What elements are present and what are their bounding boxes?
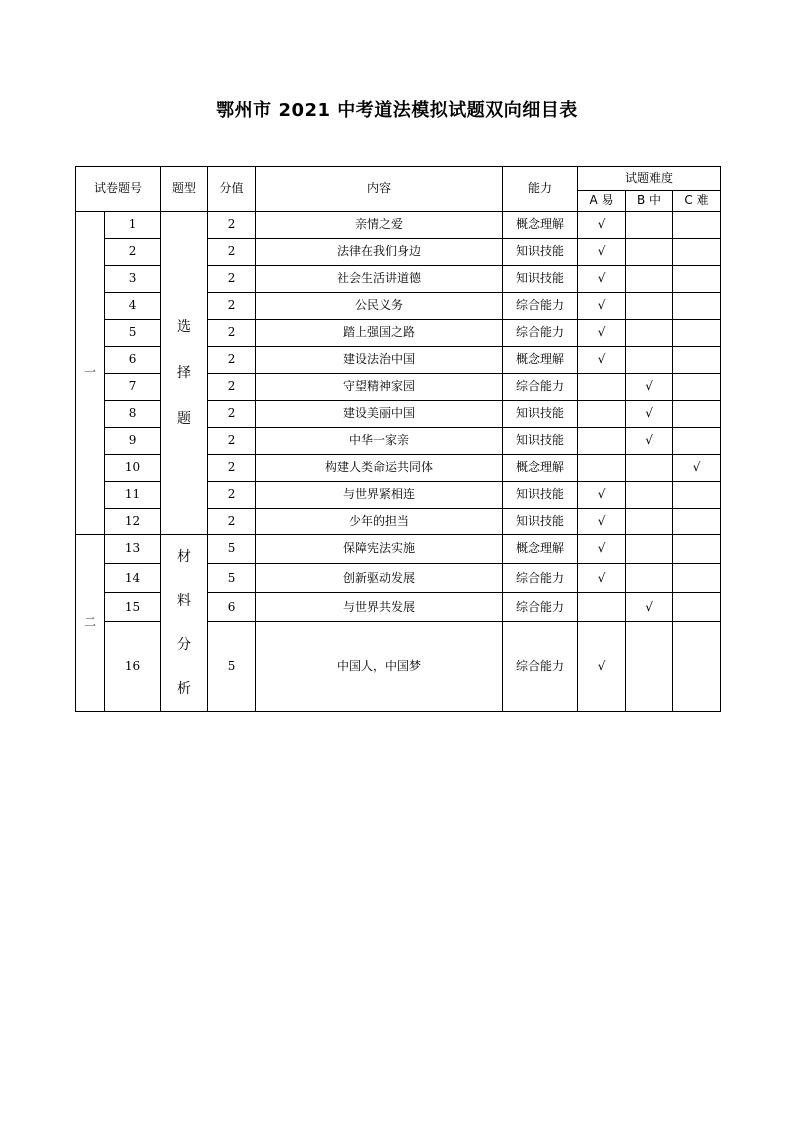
question-type-label: 材料分析 xyxy=(177,549,192,697)
question-score: 2 xyxy=(208,293,256,320)
question-score: 2 xyxy=(208,428,256,455)
question-score: 5 xyxy=(208,564,256,593)
question-ability: 知识技能 xyxy=(503,428,578,455)
difficulty-a-mark xyxy=(578,428,626,455)
question-ability: 综合能力 xyxy=(503,320,578,347)
difficulty-c-mark xyxy=(673,212,721,239)
difficulty-b-mark xyxy=(626,212,673,239)
difficulty-a-mark xyxy=(578,401,626,428)
question-score: 5 xyxy=(208,622,256,712)
question-number: 14 xyxy=(105,564,161,593)
question-number: 4 xyxy=(105,293,161,320)
difficulty-a-mark: √ xyxy=(578,564,626,593)
section-one: 一 xyxy=(76,212,105,535)
difficulty-c-mark xyxy=(673,293,721,320)
difficulty-b-mark xyxy=(626,293,673,320)
question-number: 12 xyxy=(105,509,161,535)
question-content: 亲情之爱 xyxy=(256,212,503,239)
question-number: 7 xyxy=(105,374,161,401)
difficulty-c-mark xyxy=(673,428,721,455)
question-content: 中国人，中国梦 xyxy=(256,622,503,712)
question-content: 踏上强国之路 xyxy=(256,320,503,347)
difficulty-a-mark: √ xyxy=(578,622,626,712)
difficulty-c-mark xyxy=(673,401,721,428)
question-score: 6 xyxy=(208,593,256,622)
question-number: 3 xyxy=(105,266,161,293)
difficulty-c-mark xyxy=(673,535,721,564)
difficulty-a-mark: √ xyxy=(578,482,626,509)
page-title: 鄂州市 2021 中考道法模拟试题双向细目表 xyxy=(216,100,578,121)
header-content: 内容 xyxy=(256,167,503,212)
difficulty-a-mark xyxy=(578,374,626,401)
question-number: 10 xyxy=(105,455,161,482)
difficulty-c-mark xyxy=(673,347,721,374)
question-number: 2 xyxy=(105,239,161,266)
difficulty-b-mark: √ xyxy=(626,374,673,401)
question-number: 6 xyxy=(105,347,161,374)
question-number: 9 xyxy=(105,428,161,455)
question-type-material xyxy=(161,535,208,712)
difficulty-b-mark xyxy=(626,320,673,347)
header-paper-no: 试卷题号 xyxy=(76,167,161,212)
question-ability: 概念理解 xyxy=(503,455,578,482)
question-content: 保障宪法实施 xyxy=(256,535,503,564)
difficulty-c-mark xyxy=(673,320,721,347)
question-ability: 综合能力 xyxy=(503,564,578,593)
question-content: 少年的担当 xyxy=(256,509,503,535)
difficulty-b-mark xyxy=(626,509,673,535)
difficulty-b-mark xyxy=(626,455,673,482)
difficulty-c-mark xyxy=(673,482,721,509)
question-number: 16 xyxy=(105,622,161,712)
header-ability: 能力 xyxy=(503,167,578,212)
difficulty-b-mark xyxy=(626,482,673,509)
difficulty-a-mark: √ xyxy=(578,266,626,293)
question-content: 社会生活讲道德 xyxy=(256,266,503,293)
question-score: 2 xyxy=(208,401,256,428)
difficulty-a-mark: √ xyxy=(578,212,626,239)
question-score: 2 xyxy=(208,320,256,347)
question-score: 2 xyxy=(208,239,256,266)
difficulty-a-mark: √ xyxy=(578,535,626,564)
question-score: 2 xyxy=(208,266,256,293)
question-ability: 概念理解 xyxy=(503,212,578,239)
question-ability: 知识技能 xyxy=(503,509,578,535)
table-row xyxy=(76,535,721,564)
difficulty-b-mark xyxy=(626,535,673,564)
question-number: 11 xyxy=(105,482,161,509)
spec-table xyxy=(75,166,721,712)
header-level-a: A 易 xyxy=(578,191,626,212)
question-type-label: 选择题 xyxy=(177,319,192,427)
difficulty-b-mark xyxy=(626,347,673,374)
question-content: 中华一家亲 xyxy=(256,428,503,455)
question-score: 5 xyxy=(208,535,256,564)
difficulty-a-mark xyxy=(578,455,626,482)
question-ability: 知识技能 xyxy=(503,239,578,266)
header-difficulty: 试题难度 xyxy=(578,167,721,191)
question-number: 5 xyxy=(105,320,161,347)
question-score: 2 xyxy=(208,347,256,374)
question-ability: 综合能力 xyxy=(503,374,578,401)
difficulty-b-mark xyxy=(626,622,673,712)
question-number: 13 xyxy=(105,535,161,564)
difficulty-c-mark xyxy=(673,564,721,593)
question-content: 建设美丽中国 xyxy=(256,401,503,428)
difficulty-a-mark xyxy=(578,593,626,622)
difficulty-c-mark xyxy=(673,509,721,535)
header-score: 分值 xyxy=(208,167,256,212)
table-row xyxy=(76,212,721,239)
header-type: 题型 xyxy=(161,167,208,212)
question-content: 法律在我们身边 xyxy=(256,239,503,266)
difficulty-c-mark xyxy=(673,374,721,401)
question-content: 与世界共发展 xyxy=(256,593,503,622)
question-ability: 知识技能 xyxy=(503,266,578,293)
question-content: 构建人类命运共同体 xyxy=(256,455,503,482)
question-number: 8 xyxy=(105,401,161,428)
question-score: 2 xyxy=(208,212,256,239)
question-content: 建设法治中国 xyxy=(256,347,503,374)
question-ability: 综合能力 xyxy=(503,593,578,622)
question-score: 2 xyxy=(208,374,256,401)
header-row xyxy=(76,167,721,191)
question-content: 公民义务 xyxy=(256,293,503,320)
difficulty-b-mark xyxy=(626,266,673,293)
difficulty-c-mark: √ xyxy=(673,455,721,482)
question-score: 2 xyxy=(208,455,256,482)
question-score: 2 xyxy=(208,509,256,535)
question-ability: 综合能力 xyxy=(503,293,578,320)
question-ability: 知识技能 xyxy=(503,401,578,428)
question-ability: 知识技能 xyxy=(503,482,578,509)
difficulty-a-mark: √ xyxy=(578,320,626,347)
header-level-b: B 中 xyxy=(626,191,673,212)
difficulty-b-mark xyxy=(626,239,673,266)
difficulty-a-mark: √ xyxy=(578,509,626,535)
difficulty-b-mark: √ xyxy=(626,401,673,428)
question-type-choice xyxy=(161,212,208,535)
question-ability: 概念理解 xyxy=(503,347,578,374)
difficulty-c-mark xyxy=(673,593,721,622)
question-number: 1 xyxy=(105,212,161,239)
question-content: 创新驱动发展 xyxy=(256,564,503,593)
question-content: 守望精神家园 xyxy=(256,374,503,401)
difficulty-b-mark: √ xyxy=(626,428,673,455)
question-ability: 概念理解 xyxy=(503,535,578,564)
question-content: 与世界紧相连 xyxy=(256,482,503,509)
difficulty-c-mark xyxy=(673,622,721,712)
question-score: 2 xyxy=(208,482,256,509)
difficulty-c-mark xyxy=(673,239,721,266)
section-two: 二 xyxy=(76,535,105,712)
difficulty-a-mark: √ xyxy=(578,347,626,374)
question-ability: 综合能力 xyxy=(503,622,578,712)
difficulty-b-mark: √ xyxy=(626,593,673,622)
header-level-c: C 难 xyxy=(673,191,721,212)
difficulty-a-mark: √ xyxy=(578,293,626,320)
difficulty-b-mark xyxy=(626,564,673,593)
difficulty-c-mark xyxy=(673,266,721,293)
question-number: 15 xyxy=(105,593,161,622)
difficulty-a-mark: √ xyxy=(578,239,626,266)
